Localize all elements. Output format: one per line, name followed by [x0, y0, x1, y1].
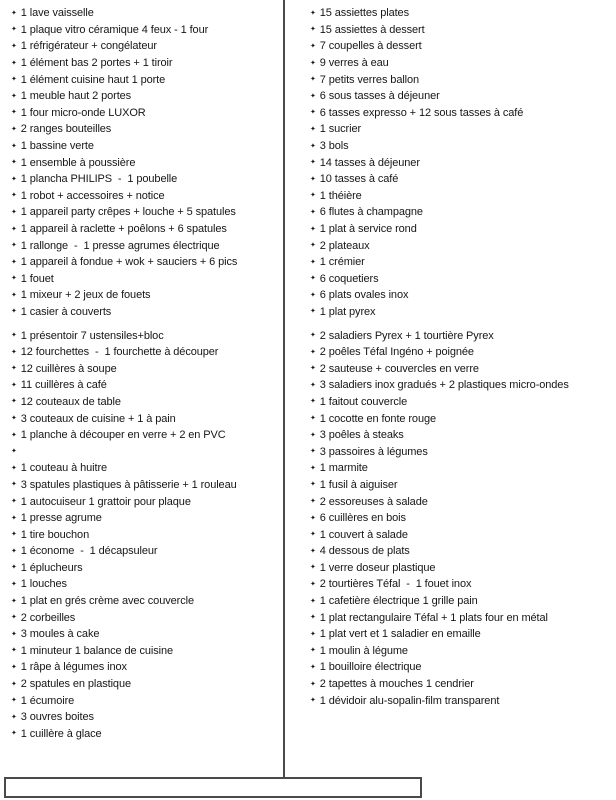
list-item-text: 1 crémier — [319, 256, 365, 269]
bullet-icon: ✦ — [310, 415, 316, 423]
bullet-icon: ✦ — [11, 125, 17, 133]
list-item-text: 2 poêles Téfal Ingéno + poignée — [319, 346, 474, 359]
list-item — [11, 394, 282, 411]
list-item — [11, 593, 282, 610]
list-item-text: 3 couteaux de cuisine + 1 à pain — [20, 412, 176, 425]
bullet-icon: ✦ — [11, 630, 17, 638]
list-item — [11, 237, 282, 254]
list-item-text: 10 tasses à café — [319, 173, 399, 186]
bullet-icon: ✦ — [310, 42, 316, 50]
list-item-text: 6 cuillères en bois — [319, 512, 406, 525]
list-item-text: 1 robot + accessoires + notice — [20, 189, 165, 202]
list-item-text: 6 tasses expresso + 12 sous tasses à café — [319, 106, 524, 119]
list-item-text: 1 écumoire — [20, 694, 75, 707]
list-item — [310, 493, 614, 510]
list-item-text: 9 verres à eau — [319, 57, 389, 70]
bullet-icon: ✦ — [310, 76, 316, 84]
list-item — [11, 138, 282, 155]
bullet-icon: ✦ — [11, 159, 17, 167]
bullet-icon: ✦ — [11, 514, 17, 522]
bullet-icon: ✦ — [310, 348, 316, 356]
bullet-icon: ✦ — [310, 464, 316, 472]
list-item — [310, 626, 614, 643]
bullet-icon: ✦ — [310, 225, 316, 233]
list-item — [11, 71, 282, 88]
list-item-text: 1 éplucheurs — [20, 561, 83, 574]
list-item — [11, 38, 282, 55]
bullet-icon: ✦ — [11, 531, 17, 539]
list-item-text: 2 ranges bouteilles — [20, 123, 112, 136]
bullet-icon: ✦ — [310, 630, 316, 638]
list-item — [310, 477, 614, 494]
bullet-icon: ✦ — [11, 663, 17, 671]
list-item-text: 2 tourtières Téfal - 1 fouet inox — [319, 578, 472, 591]
list-item — [11, 659, 282, 676]
list-item-text: 2 sauteuse + couvercles en verre — [319, 362, 479, 375]
list-item — [310, 88, 614, 105]
list-item-text: 1 appareil à fondue + wok + sauciers + 6 pics — [20, 256, 238, 269]
list-item — [310, 38, 614, 55]
list-item — [310, 560, 614, 577]
list-item-text: 1 plat vert et 1 saladier en emaille — [319, 628, 481, 641]
bullet-icon: ✦ — [11, 448, 17, 456]
list-item-text: 1 fouet — [20, 272, 54, 285]
bullet-icon: ✦ — [310, 614, 316, 622]
bullet-icon: ✦ — [11, 481, 17, 489]
bullet-icon: ✦ — [310, 159, 316, 167]
list-item-text: 1 plancha PHILIPS - 1 poubelle — [20, 173, 178, 186]
list-item-text: 1 élément bas 2 portes + 1 tiroir — [20, 57, 173, 70]
bullet-icon: ✦ — [310, 381, 316, 389]
list-item — [310, 121, 614, 138]
list-item — [11, 88, 282, 105]
list-item-text: 3 saladiers inox gradués + 2 plastiques micro-ondes — [319, 379, 569, 392]
bullet-icon: ✦ — [11, 464, 17, 472]
list-item-text: 1 théière — [319, 189, 362, 202]
inventory-column-right — [310, 5, 614, 709]
list-item — [11, 609, 282, 626]
list-item-text: 1 appareil party crêpes + louche + 5 spatules — [20, 206, 236, 219]
list-item — [310, 410, 614, 427]
bullet-icon: ✦ — [310, 258, 316, 266]
list-item-text: 1 couteau à huitre — [20, 462, 108, 475]
bullet-icon: ✦ — [310, 663, 316, 671]
list-item-text: 3 passoires à légumes — [319, 445, 428, 458]
list-item — [310, 221, 614, 238]
list-item-text: 1 ensemble à poussière — [20, 156, 136, 169]
list-item-text: 1 couvert à salade — [319, 528, 408, 541]
list-item — [310, 676, 614, 693]
list-item — [310, 55, 614, 72]
list-item-text: 1 appareil à raclette + poêlons + 6 spatules — [20, 223, 227, 236]
list-item-text: 1 marmite — [319, 462, 368, 475]
list-item-text: 14 tasses à déjeuner — [319, 156, 420, 169]
list-item — [310, 394, 614, 411]
bullet-icon: ✦ — [11, 431, 17, 439]
group-gap — [11, 320, 282, 327]
list-item — [11, 692, 282, 709]
list-item — [11, 410, 282, 427]
list-item-text: 1 lave vaisselle — [20, 7, 94, 20]
list-item-text: 15 assiettes à dessert — [319, 23, 425, 36]
list-item-text: 3 bols — [319, 140, 349, 153]
list-item-text: 3 ouvres boites — [20, 711, 94, 724]
list-item — [11, 377, 282, 394]
bullet-icon: ✦ — [11, 498, 17, 506]
list-item-text: 1 réfrigérateur + congélateur — [20, 40, 157, 53]
list-item — [11, 643, 282, 660]
list-item — [11, 576, 282, 593]
list-item-text: 1 sucrier — [319, 123, 362, 136]
bullet-icon: ✦ — [11, 142, 17, 150]
list-item-text: 15 assiettes plates — [319, 7, 409, 20]
list-item — [310, 204, 614, 221]
list-item-text: 4 dessous de plats — [319, 545, 410, 558]
list-item — [310, 138, 614, 155]
bullet-icon: ✦ — [310, 365, 316, 373]
list-item — [11, 510, 282, 527]
bullet-icon: ✦ — [310, 308, 316, 316]
list-item-text: 1 plaque vitro céramique 4 feux - 1 four — [20, 23, 209, 36]
list-item-text: 1 élément cuisine haut 1 porte — [20, 73, 166, 86]
bullet-icon: ✦ — [11, 381, 17, 389]
bullet-icon: ✦ — [310, 192, 316, 200]
bullet-icon: ✦ — [11, 59, 17, 67]
list-item-text: 6 flutes à champagne — [319, 206, 423, 219]
list-item — [11, 560, 282, 577]
list-item-text: 2 spatules en plastique — [20, 678, 131, 691]
list-item-text: 6 sous tasses à déjeuner — [319, 90, 440, 103]
list-item — [11, 154, 282, 171]
bullet-icon: ✦ — [11, 26, 17, 34]
list-item — [310, 443, 614, 460]
bullet-icon: ✦ — [11, 258, 17, 266]
list-item-text: 12 cuillères à soupe — [20, 362, 117, 375]
bullet-icon: ✦ — [11, 42, 17, 50]
list-item — [310, 271, 614, 288]
list-item-text: 1 cocotte en fonte rouge — [319, 412, 437, 425]
bullet-icon: ✦ — [310, 531, 316, 539]
list-item-text: 1 cafetière électrique 1 grille pain — [319, 595, 478, 608]
bullet-icon: ✦ — [11, 192, 17, 200]
list-item — [11, 726, 282, 743]
list-item — [11, 543, 282, 560]
list-item-text: 6 coquetiers — [319, 272, 379, 285]
list-item — [11, 271, 282, 288]
list-item — [310, 171, 614, 188]
bullet-icon: ✦ — [310, 547, 316, 555]
bullet-icon: ✦ — [11, 415, 17, 423]
list-item — [11, 526, 282, 543]
list-item-text: 1 minuteur 1 balance de cuisine — [20, 644, 173, 657]
list-item-text: 2 saladiers Pyrex + 1 tourtière Pyrex — [319, 329, 494, 342]
group-gap — [310, 320, 614, 327]
list-item-text: 1 faitout couvercle — [319, 395, 408, 408]
list-item-text: 1 plat rectangulaire Téfal + 1 plats four en métal — [319, 611, 548, 624]
list-item-text: 12 couteaux de table — [20, 395, 121, 408]
list-item — [310, 5, 614, 22]
bullet-icon: ✦ — [310, 680, 316, 688]
list-item-text: 11 cuillères à café — [20, 379, 107, 392]
list-item — [11, 55, 282, 72]
bullet-icon: ✦ — [11, 291, 17, 299]
list-item-text: 1 louches — [20, 578, 67, 591]
list-item — [11, 304, 282, 321]
list-item — [11, 22, 282, 39]
bullet-icon: ✦ — [310, 398, 316, 406]
list-item — [310, 327, 614, 344]
list-item-text: 1 planche à découper en verre + 2 en PVC — [20, 429, 226, 442]
list-item — [11, 477, 282, 494]
bullet-icon: ✦ — [11, 332, 17, 340]
list-item — [310, 154, 614, 171]
bullet-icon: ✦ — [310, 564, 316, 572]
list-item — [310, 360, 614, 377]
list-item-text: 1 meuble haut 2 portes — [20, 90, 132, 103]
list-item-text: 1 moulin à légume — [319, 644, 408, 657]
bullet-icon: ✦ — [11, 597, 17, 605]
bullet-icon: ✦ — [310, 697, 316, 705]
list-item — [310, 427, 614, 444]
list-item — [11, 493, 282, 510]
bullet-icon: ✦ — [11, 580, 17, 588]
bullet-icon: ✦ — [11, 208, 17, 216]
bullet-icon: ✦ — [310, 175, 316, 183]
list-item — [310, 510, 614, 527]
bullet-icon: ✦ — [11, 614, 17, 622]
bullet-icon: ✦ — [11, 398, 17, 406]
list-item — [11, 188, 282, 205]
bullet-icon: ✦ — [11, 308, 17, 316]
footer-empty-box — [4, 777, 422, 798]
list-item — [310, 344, 614, 361]
list-item — [11, 443, 282, 460]
list-item — [310, 593, 614, 610]
bullet-icon: ✦ — [11, 92, 17, 100]
bullet-icon: ✦ — [310, 448, 316, 456]
bullet-icon: ✦ — [310, 481, 316, 489]
list-item — [11, 5, 282, 22]
bullet-icon: ✦ — [310, 125, 316, 133]
list-item-text: 7 petits verres ballon — [319, 73, 420, 86]
list-item — [310, 377, 614, 394]
list-item-text: 1 presse agrume — [20, 512, 102, 525]
list-item — [310, 526, 614, 543]
list-item — [310, 188, 614, 205]
list-item-text: 12 fourchettes - 1 fourchette à découper — [20, 346, 219, 359]
list-item — [310, 105, 614, 122]
bullet-icon: ✦ — [310, 142, 316, 150]
list-item — [310, 237, 614, 254]
list-item-text: 1 fusil à aiguiser — [319, 478, 398, 491]
inventory-column-left — [11, 5, 282, 742]
bullet-icon: ✦ — [11, 348, 17, 356]
bullet-icon: ✦ — [11, 175, 17, 183]
list-item — [11, 105, 282, 122]
bullet-icon: ✦ — [310, 291, 316, 299]
column-divider-line — [283, 0, 285, 778]
list-item — [11, 344, 282, 361]
bullet-icon: ✦ — [11, 225, 17, 233]
list-item — [310, 543, 614, 560]
list-item — [310, 659, 614, 676]
bullet-icon: ✦ — [310, 498, 316, 506]
bullet-icon: ✦ — [11, 547, 17, 555]
list-item — [11, 171, 282, 188]
list-item — [11, 287, 282, 304]
list-item — [310, 643, 614, 660]
list-item-text: 2 plateaux — [319, 239, 370, 252]
list-item — [11, 204, 282, 221]
bullet-icon: ✦ — [11, 365, 17, 373]
list-item-text: 1 bassine verte — [20, 140, 94, 153]
list-item-text: 1 économe - 1 décapsuleur — [20, 545, 158, 558]
list-item — [11, 360, 282, 377]
bullet-icon: ✦ — [11, 9, 17, 17]
bullet-icon: ✦ — [310, 580, 316, 588]
bullet-icon: ✦ — [310, 514, 316, 522]
list-item-text: 1 four micro-onde LUXOR — [20, 106, 146, 119]
list-item-text: 1 verre doseur plastique — [319, 561, 436, 574]
bullet-icon: ✦ — [310, 242, 316, 250]
bullet-icon: ✦ — [310, 26, 316, 34]
list-item-text: 6 plats ovales inox — [319, 289, 409, 302]
bullet-icon: ✦ — [11, 109, 17, 117]
bullet-icon: ✦ — [11, 647, 17, 655]
list-item-text: 2 corbeilles — [20, 611, 76, 624]
list-item-text: 1 tire bouchon — [20, 528, 90, 541]
bullet-icon: ✦ — [11, 697, 17, 705]
list-item — [11, 327, 282, 344]
bullet-icon: ✦ — [310, 597, 316, 605]
list-item — [310, 609, 614, 626]
bullet-icon: ✦ — [11, 564, 17, 572]
list-item-text: 2 essoreuses à salade — [319, 495, 428, 508]
list-item — [310, 254, 614, 271]
list-item-text: 1 plat pyrex — [319, 305, 376, 318]
list-item-text: 1 bouilloire électrique — [319, 661, 422, 674]
bullet-icon: ✦ — [310, 332, 316, 340]
list-item — [11, 254, 282, 271]
list-item — [310, 576, 614, 593]
list-item-text: 3 spatules plastiques à pâtisserie + 1 rouleau — [20, 478, 237, 491]
list-item-text: 1 cuillère à glace — [20, 727, 102, 740]
bullet-icon: ✦ — [11, 730, 17, 738]
list-item — [310, 460, 614, 477]
list-item-text: 1 casier à couverts — [20, 305, 112, 318]
bullet-icon: ✦ — [310, 647, 316, 655]
list-item-text: 2 tapettes à mouches 1 cendrier — [319, 678, 474, 691]
list-item-text: 3 poêles à steaks — [319, 429, 404, 442]
list-item-text: 1 plat à service rond — [319, 223, 417, 236]
list-item-text: 1 plat en grés crème avec couvercle — [20, 595, 194, 608]
list-item-text: 1 autocuiseur 1 grattoir pour plaque — [20, 495, 191, 508]
bullet-icon: ✦ — [310, 208, 316, 216]
bullet-icon: ✦ — [11, 713, 17, 721]
bullet-icon: ✦ — [11, 76, 17, 84]
list-item — [310, 304, 614, 321]
list-item — [11, 121, 282, 138]
list-item-text: 1 rallonge - 1 presse agrumes électrique — [20, 239, 220, 252]
bullet-icon: ✦ — [310, 109, 316, 117]
bullet-icon: ✦ — [11, 242, 17, 250]
list-item-text: 1 mixeur + 2 jeux de fouets — [20, 289, 151, 302]
bullet-icon: ✦ — [310, 9, 316, 17]
list-item-text: 1 dévidoir alu-sopalin-film transparent — [319, 694, 500, 707]
list-item-text: 7 coupelles à dessert — [319, 40, 422, 53]
list-item — [310, 22, 614, 39]
bullet-icon: ✦ — [310, 92, 316, 100]
list-item — [310, 71, 614, 88]
list-item — [310, 287, 614, 304]
list-item-text: 1 râpe à légumes inox — [20, 661, 127, 674]
bullet-icon: ✦ — [310, 275, 316, 283]
list-item — [11, 709, 282, 726]
list-item — [11, 221, 282, 238]
bullet-icon: ✦ — [310, 59, 316, 67]
bullet-icon: ✦ — [11, 680, 17, 688]
list-item — [11, 626, 282, 643]
list-item — [11, 427, 282, 444]
bullet-icon: ✦ — [11, 275, 17, 283]
list-item-text: 3 moules à cake — [20, 628, 100, 641]
bullet-icon: ✦ — [310, 431, 316, 439]
list-item — [11, 676, 282, 693]
list-item — [310, 692, 614, 709]
list-item — [11, 460, 282, 477]
list-item-text: 1 présentoir 7 ustensiles+bloc — [20, 329, 164, 342]
